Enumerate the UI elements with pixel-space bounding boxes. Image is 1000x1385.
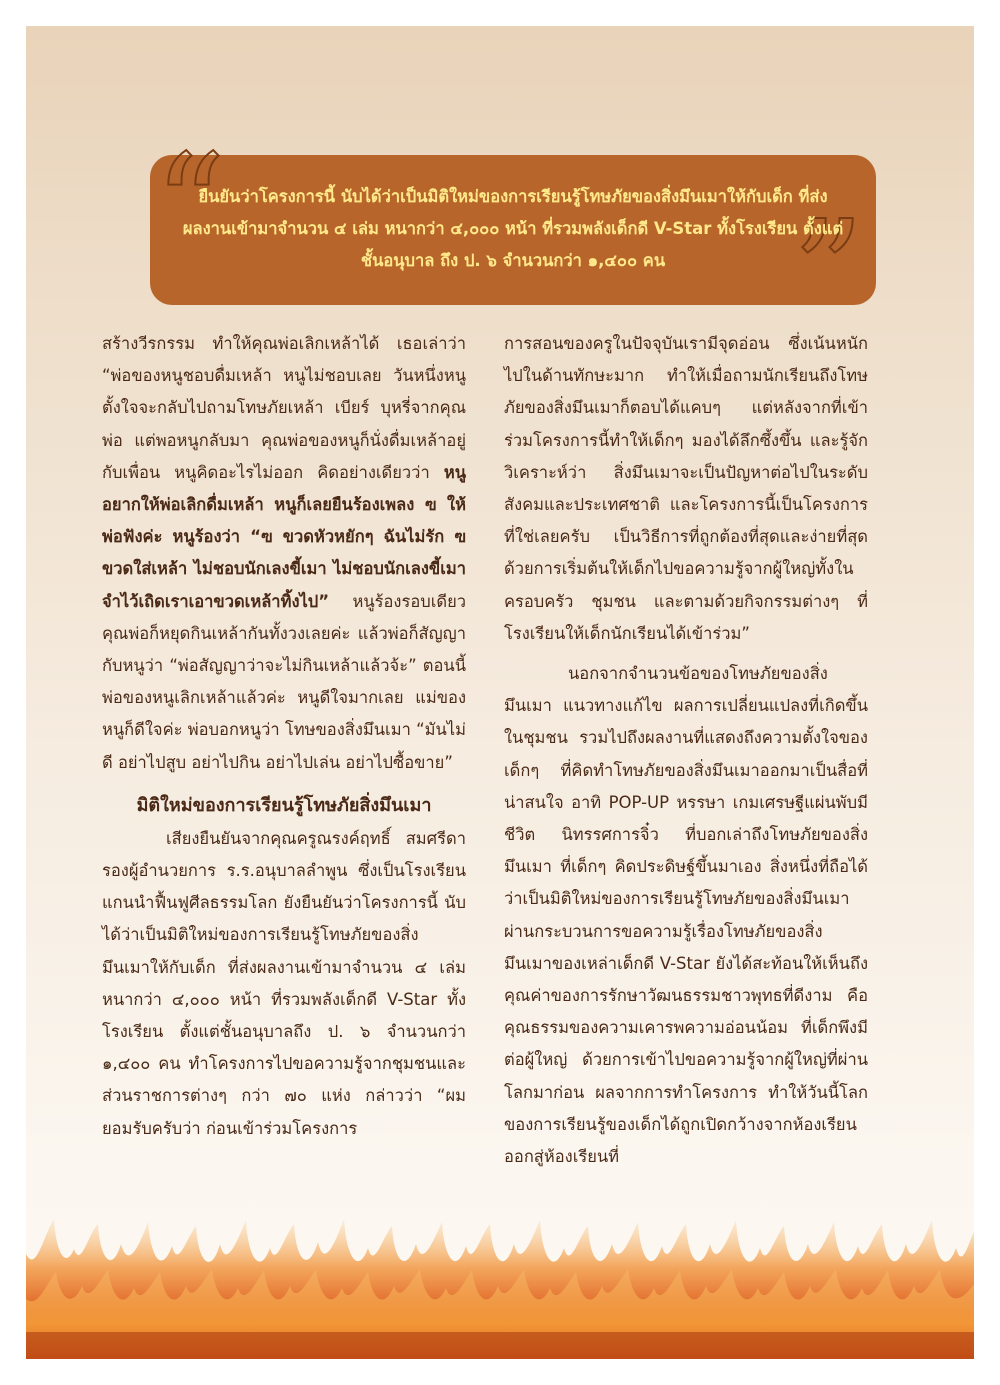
body-paragraph: การสอนของครูในปัจจุบันเรามีจุดอ่อน ซึ่งเน้นหนักไปในด้านทักษะมาก ทำให้เมื่อถามนักเรียนถึงโทษภัยของสิ่งมึนเมาก็ตอบได้แคบๆ แต่หลังจากที่เข้าร่วมโครงการนี้ทำให้เด็กๆ มองได้ลึกซึ้งขึ้น และรู้จักวิเคราะห์ว่า สิ่งมึนเมาจะเป็นปัญหาต่อไปในระดับสังคมและประเทศชาติ และโครงการนี้เป็นโครงการที่ใช่เลยครับ เป็นวิธีการที่ถูกต้องที่สุดและง่ายที่สุด ด้วยการเริ่มต้นให้เด็กไปขอความรู้จากผู้ใหญ่ทั้งในครอบครัว ชุมชน และตามด้วยกิจกรรมต่างๆ ที่โรงเรียนให้เด็กนักเรียนได้เข้าร่วม” <box>504 334 868 643</box>
right-column <box>504 328 868 1173</box>
pull-quote-line: ชั้นอนุบาล ถึง ป. ๖ จำนวนกว่า ๑,๔๐๐ คน <box>360 251 666 270</box>
flames-decoration <box>26 1214 974 1359</box>
story-text: สร้างวีรกรรม ทำให้คุณพ่อเลิกเหล้าได้ เธอเล่าว่า “พ่อของหนูชอบดื่มเหล้า หนูไม่ชอบเลย วันหนึ่งหนูตั้งใจจะกลับไปถามโทษภัยเหล้า เบียร์ บุหรี่จากคุณพ่อ แต่พอหนูกลับมา คุณพ่อของหนูก็นั่งดื่มเหล้าอยู่กับเพื่อน หนูคิดอะไรไม่ออก คิดอย่างเดียวว่า <box>102 334 466 482</box>
body-paragraph: เสียงยืนยันจากคุณครูณรงค์ฤทธิ์ สมศรีดา รองผู้อำนวยการ ร.ร.อนุบาลลำพูน ซึ่งเป็นโรงเรียนแกนนำฟื้นฟูศีลธรรมโลก ยังยืนยันว่าโครงการนี้ นับได้ว่าเป็นมิติใหม่ของการเรียนรู้โทษภัยของสิ่งมึนเมาให้กับเด็ก ที่ส่งผลงานเข้ามาจำนวน ๔ เล่ม หนากว่า ๔,๐๐๐ หน้า ที่รวมพลังเด็กดี V-Star ทั้งโรงเรียน ตั้งแต่ชั้นอนุบาลถึง ป. ๖ จำนวนกว่า ๑,๔๐๐ คน ทำโครงการไปขอความรู้จากชุมชนและส่วนราชการต่างๆ กว่า ๗๐ แห่ง กล่าวว่า “ผมยอมรับครับว่า ก่อนเข้าร่วมโครงการ <box>102 828 466 1138</box>
pull-quote-line: ผลงานเข้ามาจำนวน ๔ เล่ม หนากว่า ๔,๐๐๐ หน้า ที่รวมพลังเด็กดี V-Star ทั้งโรงเรียน ตั้งแต่ <box>182 219 844 238</box>
pull-quote-text <box>170 181 856 277</box>
close-quote-icon: ” <box>792 191 864 354</box>
left-column <box>102 328 466 1145</box>
open-quote-icon: “ <box>154 125 226 288</box>
song-lyrics-text: หนูอยากให้พ่อเลิกดื่มเหล้า หนูก็เลยยืนร้องเพลง ฃ ให้พ่อฟังค่ะ หนูร้องว่า “ฃ ขวดหัวหยักๆ ฉันไม่รัก ฃ ขวดใส่เหล้า ไม่ชอบนักเลงขี้เมา ไม่ชอบนักเลงขี้เมา จำไว้เถิดเราเอาขวดเหล้าทิ้งไป” <box>102 462 466 611</box>
section-heading: มิติใหม่ของการเรียนรู้โทษภัยสิ่งมึนเมา <box>136 794 432 816</box>
magazine-page <box>26 26 974 1359</box>
pull-quote-box <box>150 125 876 354</box>
body-paragraph: นอกจากจำนวนข้อของโทษภัยของสิ่งมึนเมา แนวทางแก้ไข ผลการเปลี่ยนแปลงที่เกิดขึ้นในชุมชน รวมไปถึงผลงานที่แสดงถึงความตั้งใจของเด็กๆ ที่คิดทำโทษภัยของสิ่งมึนเมาออกมาเป็นสื่อที่น่าสนใจ อาทิ POP-UP หรรษา เกมเศรษฐีแผ่นพับมีชีวิต นิทรรศการจิ๋ว ที่บอกเล่าถึงโทษภัยของสิ่งมึนเมา ที่เด็กๆ คิดประดิษฐ์ขึ้นมาเอง สิ่งหนึ่งที่ถือได้ว่าเป็นมิติใหม่ของการเรียนรู้โทษภัยของสิ่งมึนเมา ผ่านกระบวนการขอความรู้เรื่องโทษภัยของสิ่งมึนเมาของเหล่าเด็กดี V-Star ยังได้สะท้อนให้เห็นถึงคุณค่าของการรักษาวัฒนธรรมชาวพุทธที่ดีงาม คือ คุณธรรมของความเคารพความอ่อนน้อม ที่เด็กพึงมีต่อผู้ใหญ่ ด้วยการเข้าไปขอความรู้จากผู้ใหญ่ที่ผ่านโลกมาก่อน ผลจากการทำโครงการ ทำให้วันนี้โลกของการเรียนรู้ของเด็กได้ถูกเปิดกว้างจากห้องเรียน ออกสู่ห้องเรียนที่ <box>504 664 868 1167</box>
story-paragraph <box>102 328 466 779</box>
story-text-cont: หนูร้องรอบเดียว คุณพ่อก็หยุดกินเหล้ากันทั้งวงเลยค่ะ แล้วพ่อก็สัญญากับหนูว่า “พ่อสัญญาว่าจะไม่กินเหล้าแล้วจ้ะ” ตอนนี้พ่อของหนูเลิกเหล้าแล้วค่ะ หนูดีใจมากเลย แม่ของหนูก็ดีใจค่ะ พ่อบอกหนูว่า โทษของสิ่งมึนเมา “มันไม่ดี อย่าไปสูบ อย่าไปกิน อย่าไปเล่น อย่าไปซื้อขาย” <box>102 591 466 772</box>
pull-quote-line: ยืนยันว่าโครงการนี้ นับได้ว่าเป็นมิติใหม่ของการเรียนรู้โทษภัยของสิ่งมึนเมาให้กับเด็ก ที่ส่ง <box>198 187 828 206</box>
